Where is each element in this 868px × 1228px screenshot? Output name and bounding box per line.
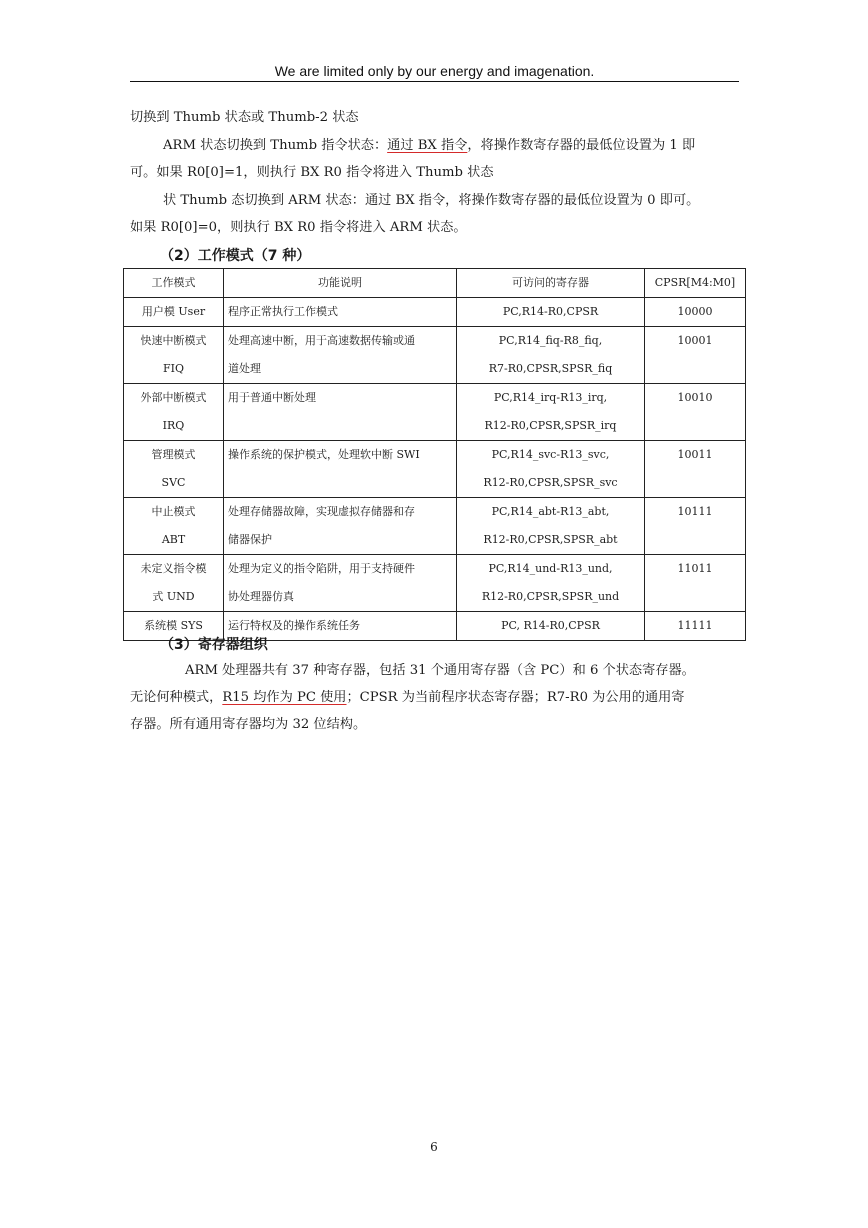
underlined-phrase-r15: R15 均作为 PC 使用 — [222, 690, 347, 705]
header-rule — [130, 81, 739, 82]
accessible-registers: R12-R0,CPSR,SPSR_irq — [484, 419, 617, 432]
accessible-registers: R12-R0,CPSR,SPSR_und — [481, 590, 620, 603]
table-row — [124, 555, 746, 612]
mode-name: 管理模式 — [151, 448, 196, 461]
mode-description: 道处理 — [228, 362, 261, 375]
section-heading-registers: （3）寄存器组织 — [160, 637, 268, 653]
mode-description: 储器保护 — [228, 533, 272, 546]
mode-description: 用于普通中断处理 — [228, 391, 316, 404]
mode-description: 程序正常执行工作模式 — [228, 305, 338, 318]
paragraph-registers-line-2 — [130, 689, 684, 707]
table-row — [124, 327, 746, 384]
mode-description: 处理为定义的指令陷阱，用于支持硬件 — [228, 562, 415, 575]
accessible-registers: R12-R0,CPSR,SPSR_svc — [483, 476, 618, 489]
mode-name: 快速中断模式 — [140, 334, 207, 347]
mode-name: 中止模式 — [151, 505, 196, 518]
mode-description: 操作系统的保护模式，处理软中断 SWI — [228, 448, 420, 461]
table-header-row — [124, 269, 746, 298]
cpsr-bits: 11011 — [677, 562, 713, 575]
mode-description: 运行特权及的操作系统任务 — [228, 619, 360, 632]
accessible-registers: PC,R14_fiq-R8_fiq, — [498, 334, 603, 347]
mode-name: ABT — [161, 533, 186, 546]
mode-name: IRQ — [162, 419, 185, 432]
accessible-registers: PC,R14_irq-R13_irq, — [493, 391, 608, 404]
column-header: 功能说明 — [224, 269, 457, 298]
mode-name: SVC — [161, 476, 186, 489]
paragraph-thumb-to-arm: 状 Thumb 态切换到 ARM 状态：通过 BX 指令，将操作数寄存器的最低位设置为 0 即可。 — [163, 193, 700, 208]
column-header: 可访问的寄存器 — [457, 269, 645, 298]
mode-name: 式 UND — [152, 590, 195, 603]
table-row — [124, 498, 746, 555]
cpsr-bits: 10011 — [677, 448, 713, 461]
cpsr-bits: 10111 — [677, 505, 713, 518]
mode-name: FIQ — [163, 362, 184, 375]
paragraph-arm-to-thumb — [163, 137, 695, 155]
table-row — [124, 298, 746, 327]
paragraph-text: ARM 状态切换到 Thumb 指令状态： — [163, 138, 388, 153]
mode-name: 未定义指令模 — [140, 562, 207, 575]
mode-name: 外部中断模式 — [140, 391, 207, 404]
mode-description: 处理高速中断，用于高速数据传输或通 — [228, 334, 415, 347]
mode-description: 处理存储器故障，实现虚拟存储器和存 — [228, 505, 415, 518]
mode-description: 协处理器仿真 — [228, 590, 294, 603]
paragraph-thumb-to-arm-cont: 如果 R0[0]=0，则执行 BX R0 指令将进入 ARM 状态。 — [130, 220, 467, 235]
column-header: 工作模式 — [124, 269, 224, 298]
underlined-phrase-bx: 通过 BX 指令 — [387, 138, 468, 153]
cpsr-bits: 10000 — [677, 305, 713, 318]
accessible-registers: PC,R14_und-R13_und, — [488, 562, 613, 575]
page-header: We are limited only by our energy and imagenation. — [274, 63, 595, 79]
accessible-registers: R12-R0,CPSR,SPSR_abt — [483, 533, 618, 546]
page-number: 6 — [430, 1140, 438, 1154]
accessible-registers: PC,R14_abt-R13_abt, — [491, 505, 610, 518]
paragraph-registers-line-1: ARM 处理器共有 37 种寄存器，包括 31 个通用寄存器（含 PC）和 6 个状态寄存器。 — [185, 663, 695, 678]
work-modes-table — [123, 268, 746, 641]
paragraph-arm-to-thumb-cont: 可。如果 R0[0]=1，则执行 BX R0 指令将进入 Thumb 状态 — [130, 165, 494, 180]
paragraph-text: 无论何种模式， — [130, 690, 223, 705]
intro-line-1: 切换到 Thumb 状态或 Thumb-2 状态 — [130, 110, 359, 125]
paragraph-text: ；CPSR 为当前程序状态寄存器；R7-R0 为公用的通用寄 — [346, 690, 685, 705]
accessible-registers: R7-R0,CPSR,SPSR_fiq — [488, 362, 613, 375]
mode-name: 用户模 User — [141, 305, 206, 318]
accessible-registers: PC, R14-R0,CPSR — [501, 619, 600, 632]
cpsr-bits: 10010 — [677, 391, 713, 404]
section-heading-work-modes: （2）工作模式（7 种） — [160, 248, 311, 264]
table-row — [124, 441, 746, 498]
table-row — [124, 384, 746, 441]
accessible-registers: PC,R14-R0,CPSR — [502, 305, 599, 318]
column-header: CPSR[M4:M0] — [645, 269, 746, 298]
cpsr-bits: 11111 — [677, 619, 713, 632]
cpsr-bits: 10001 — [677, 334, 713, 347]
mode-name: 系统模 SYS — [144, 619, 203, 632]
accessible-registers: PC,R14_svc-R13_svc, — [491, 448, 610, 461]
paragraph-registers-line-3: 存器。所有通用寄存器均为 32 位结构。 — [130, 717, 367, 732]
paragraph-text: ，将操作数寄存器的最低位设置为 1 即 — [467, 138, 696, 153]
